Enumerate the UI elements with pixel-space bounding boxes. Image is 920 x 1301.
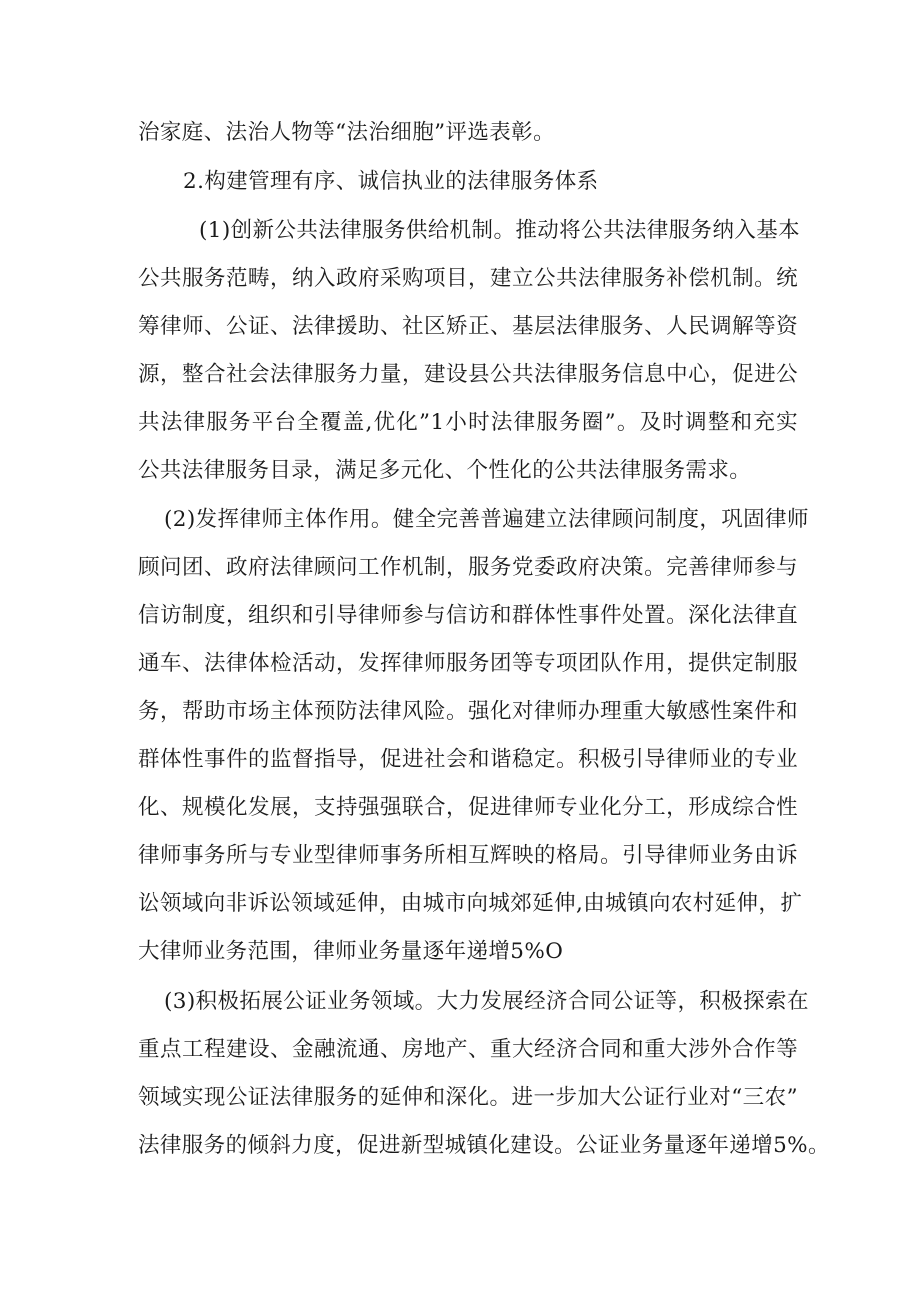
paragraph-2-line-8: 律师事务所与专业型律师事务所相互辉映的格局。引导律师业务由诉 [138,843,798,868]
paragraph-3-line-1: (3)积极拓展公证业务领域。大力发展经济合同公证等，积极探索在 [164,989,809,1014]
paragraph-1-line-1: (1)创新公共法律服务供给机制。推动将公共法律服务纳入基本 [199,218,801,243]
paragraph-2-line-4: 通车、法律体检活动，发挥律师服务团等专项团队作用，提供定制服 [138,651,798,676]
paragraph-1-line-3: 筹律师、公证、法律援助、社区矫正、基层法律服务、人民调解等资 [138,314,798,339]
section-heading: 2.构建管理有序、诚信执业的法律服务体系 [183,169,599,194]
paragraph-1-line-6: 公共法律服务目录，满足多元化、个性化的公共法律服务需求。 [138,458,752,483]
paragraph-2-line-7: 化、规模化发展，支持强强联合，促进律师专业化分工，形成综合性 [138,795,798,820]
paragraph-2-line-9: 讼领域向非诉讼领域延伸，由城市向城郊延伸,由城镇向农村延伸，扩 [138,891,803,916]
paragraph-1-line-5: 共法律服务平台全覆盖,优化”1小时法律服务圈”。及时调整和充实 [138,410,798,435]
paragraph-3-line-2: 重点工程建设、金融流通、房地产、重大经济合同和重大涉外合作等 [138,1037,798,1062]
paragraph-2-line-2: 顾问团、政府法律顾问工作机制，服务党委政府决策。完善律师参与 [138,555,798,580]
paragraph-2-line-3: 信访制度，组织和引导律师参与信访和群体性事件处置。深化法律直 [138,603,798,628]
paragraph-2-line-5: 务，帮助市场主体预防法律风险。强化对律师办理重大敏感性案件和 [138,699,798,724]
paragraph-1-line-2: 公共服务范畴，纳入政府采购项目，建立公共法律服务补偿机制。统 [138,266,798,291]
paragraph-3-line-3: 领域实现公证法律服务的延伸和深化。进一步加大公证行业对“三农” [138,1085,798,1110]
paragraph-2-line-6: 群体性事件的监督指导，促进社会和谐稳定。积极引导律师业的专业 [138,747,798,772]
paragraph-2-line-10: 大律师业务范围，律师业务量逐年递增5%O [138,939,564,964]
paragraph-1-line-4: 源，整合社会法律服务力量，建设县公共法律服务信息中心，促进公 [138,362,798,387]
paragraph-2-line-1: (2)发挥律师主体作用。健全完善普遍建立法律顾问制度，巩固律师 [164,507,809,532]
paragraph-line-1: 治家庭、法治人物等“法治细胞”评选表彰。 [138,120,555,145]
paragraph-3-line-4: 法律服务的倾斜力度，促进新型城镇化建设。公证业务量逐年递增5%。 [138,1133,830,1158]
